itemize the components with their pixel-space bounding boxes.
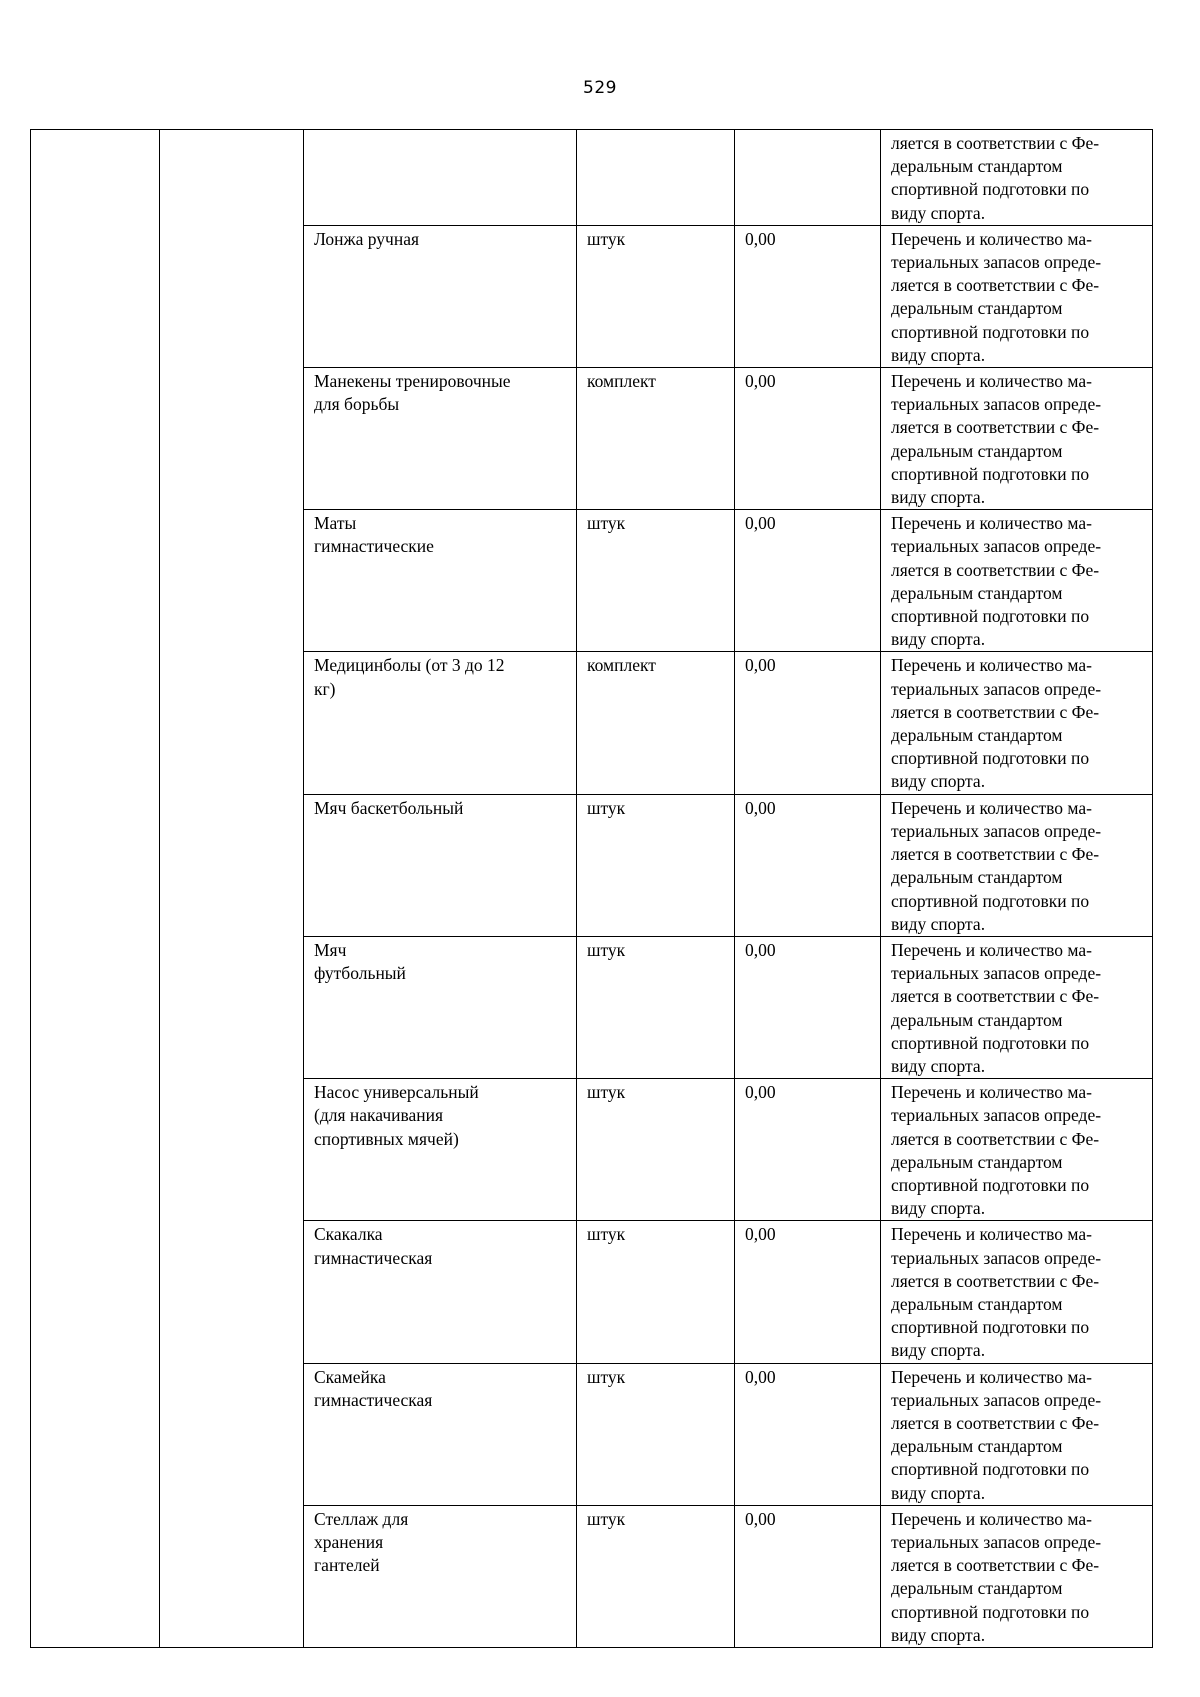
- note-cell: Перечень и количество ма- териальных запасов опреде- ляется в соответствии с Фе- деральным стандартом спортивной подготовки по виду спорта.: [881, 225, 1153, 367]
- value-cell: 0,00: [735, 1363, 881, 1505]
- note-cell: Перечень и количество ма- териальных запасов опреде- ляется в соответствии с Фе- деральным стандартом спортивной подготовки по виду спорта.: [881, 1363, 1153, 1505]
- note-cell: Перечень и количество ма- териальных запасов опреде- ляется в соответствии с Фе- деральным стандартом спортивной подготовки по виду спорта.: [881, 1221, 1153, 1363]
- table-body: [31, 130, 1153, 1648]
- note-cell: Перечень и количество ма- териальных запасов опреде- ляется в соответствии с Фе- деральным стандартом спортивной подготовки по виду спорта.: [881, 510, 1153, 652]
- item-name-cell: Лонжа ручная: [304, 225, 577, 367]
- value-cell: 0,00: [735, 510, 881, 652]
- value-cell: [735, 130, 881, 226]
- unit-cell: штук: [577, 936, 735, 1078]
- unit-cell: [577, 130, 735, 226]
- note-cell: Перечень и количество ма- териальных запасов опреде- ляется в соответствии с Фе- деральным стандартом спортивной подготовки по виду спорта.: [881, 936, 1153, 1078]
- note-cell: Перечень и количество ма- териальных запасов опреде- ляется в соответствии с Фе- деральным стандартом спортивной подготовки по виду спорта.: [881, 794, 1153, 936]
- item-name-cell: [304, 130, 577, 226]
- note-cell: Перечень и количество ма- териальных запасов опреде- ляется в соответствии с Фе- деральным стандартом спортивной подготовки по виду спорта.: [881, 1505, 1153, 1647]
- merged-cell-col1: [31, 130, 160, 1648]
- unit-cell: штук: [577, 1505, 735, 1647]
- item-name-cell: Мяч баскетбольный: [304, 794, 577, 936]
- note-cell: Перечень и количество ма- териальных запасов опреде- ляется в соответствии с Фе- деральным стандартом спортивной подготовки по виду спорта.: [881, 1079, 1153, 1221]
- table-row-continued: [31, 130, 1153, 226]
- value-cell: 0,00: [735, 368, 881, 510]
- unit-cell: комплект: [577, 652, 735, 794]
- unit-cell: штук: [577, 1363, 735, 1505]
- value-cell: 0,00: [735, 794, 881, 936]
- note-cell: ляется в соответствии с Фе- деральным стандартом спортивной подготовки по виду спорта.: [881, 130, 1153, 226]
- unit-cell: комплект: [577, 368, 735, 510]
- value-cell: 0,00: [735, 1221, 881, 1363]
- item-name-cell: Медицинболы (от 3 до 12 кг): [304, 652, 577, 794]
- note-cell: Перечень и количество ма- териальных запасов опреде- ляется в соответствии с Фе- деральным стандартом спортивной подготовки по виду спорта.: [881, 652, 1153, 794]
- item-name-cell: Насос универсальный (для накачивания спортивных мячей): [304, 1079, 577, 1221]
- merged-cell-col2: [160, 130, 304, 1648]
- page-number: 529: [583, 78, 617, 98]
- item-name-cell: Скакалка гимнастическая: [304, 1221, 577, 1363]
- materials-table: [30, 129, 1153, 1648]
- item-name-cell: Маты гимнастические: [304, 510, 577, 652]
- value-cell: 0,00: [735, 1079, 881, 1221]
- unit-cell: штук: [577, 1079, 735, 1221]
- item-name-cell: Мяч футбольный: [304, 936, 577, 1078]
- unit-cell: штук: [577, 510, 735, 652]
- value-cell: 0,00: [735, 936, 881, 1078]
- item-name-cell: Скамейка гимнастическая: [304, 1363, 577, 1505]
- value-cell: 0,00: [735, 225, 881, 367]
- unit-cell: штук: [577, 794, 735, 936]
- item-name-cell: Манекены тренировочные для борьбы: [304, 368, 577, 510]
- note-cell: Перечень и количество ма- териальных запасов опреде- ляется в соответствии с Фе- деральным стандартом спортивной подготовки по виду спорта.: [881, 368, 1153, 510]
- value-cell: 0,00: [735, 652, 881, 794]
- unit-cell: штук: [577, 1221, 735, 1363]
- value-cell: 0,00: [735, 1505, 881, 1647]
- item-name-cell: Стеллаж для хранения гантелей: [304, 1505, 577, 1647]
- unit-cell: штук: [577, 225, 735, 367]
